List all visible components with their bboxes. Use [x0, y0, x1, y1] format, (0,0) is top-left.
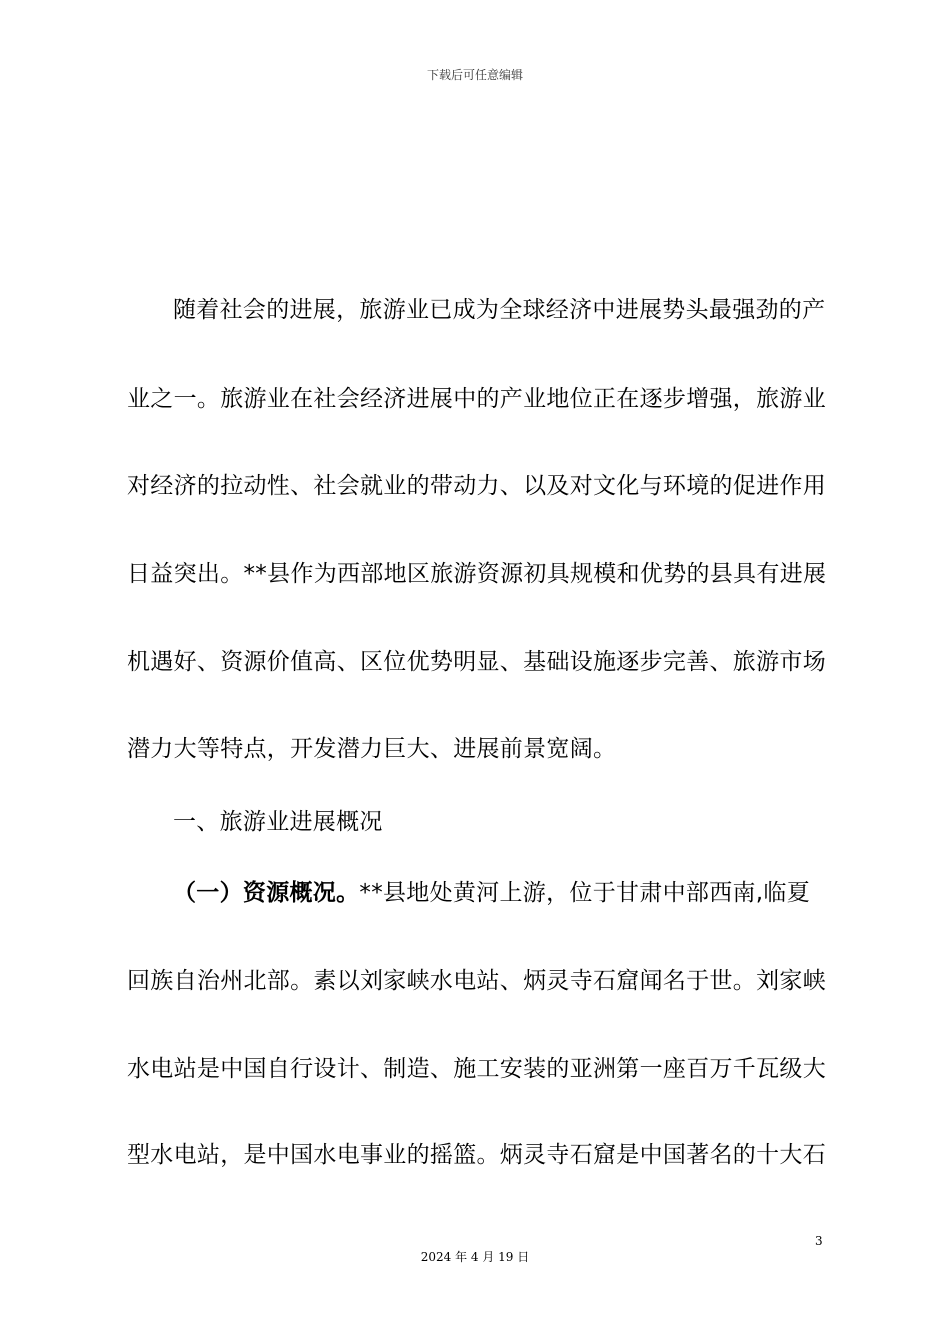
- paragraph-1-line-1: 随着社会的进展，旅游业已成为全球经济中进展势头最强劲的产: [173, 297, 826, 323]
- paragraph-2-line-1-text: **县地处黄河上游，位于甘肃中部西南,临夏: [359, 880, 811, 906]
- page-header: 下载后可任意编辑: [426, 68, 523, 82]
- paragraph-1-line-5: 机遇好、资源价值高、区位优势明显、基础设施逐步完善、旅游市场: [127, 649, 826, 675]
- paragraph-1-line-2: 业之一。旅游业在社会经济进展中的产业地位正在逐步增强，旅游业: [127, 386, 826, 412]
- page-number: 3: [815, 1234, 823, 1248]
- paragraph-2-line-1: [173, 878, 873, 908]
- paragraph-2-line-2: 回族自治州北部。素以刘家峡水电站、炳灵寺石窟闻名于世。刘家峡: [127, 968, 826, 994]
- paragraph-2-line-3: 水电站是中国自行设计、制造、施工安装的亚洲第一座百万千瓦级大: [127, 1056, 826, 1082]
- paragraph-1-line-3: 对经济的拉动性、社会就业的带动力、以及对文化与环境的促进作用: [127, 473, 826, 499]
- paragraph-2-line-4: 型水电站，是中国水电事业的摇篮。炳灵寺石窟是中国著名的十大石: [127, 1142, 826, 1168]
- section-heading: 一、旅游业进展概况: [173, 809, 383, 835]
- paragraph-1-line-4: 日益突出。**县作为西部地区旅游资源初具规模和优势的县具有进展: [127, 561, 827, 587]
- subsection-lead: （一）资源概况。: [173, 880, 360, 906]
- paragraph-1-line-6: 潜力大等特点，开发潜力巨大、进展前景宽阔。: [127, 736, 617, 762]
- footer-date: 2024 年 4 月 19 日: [420, 1250, 530, 1264]
